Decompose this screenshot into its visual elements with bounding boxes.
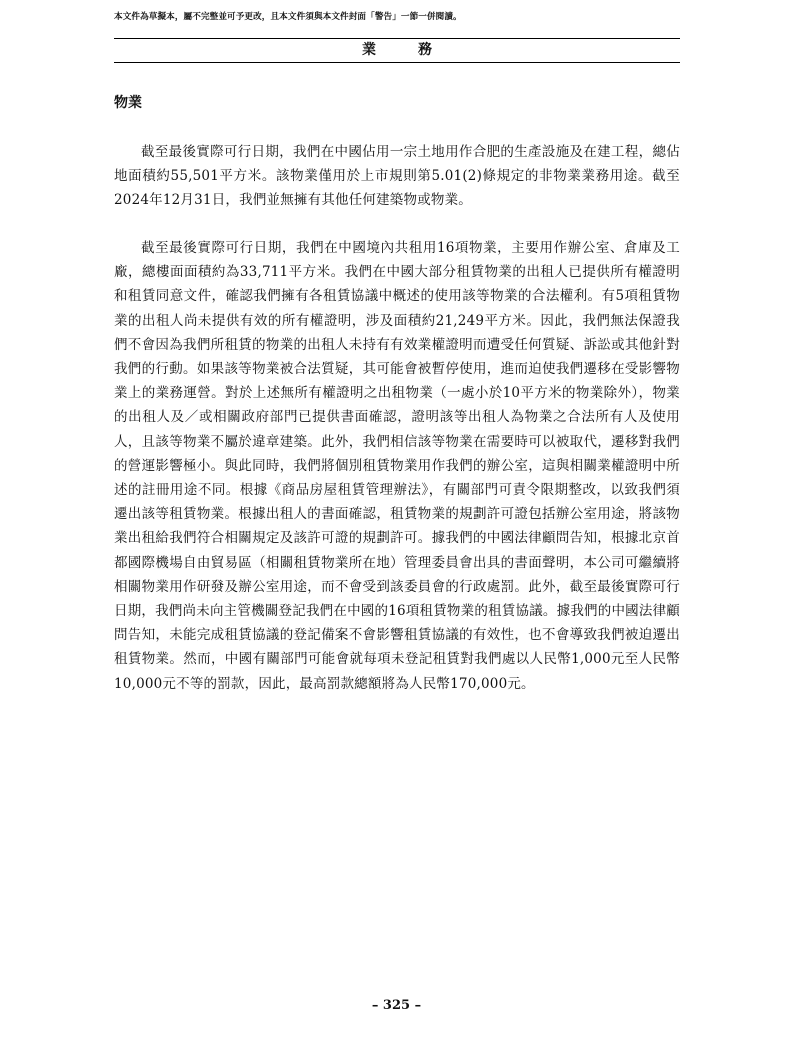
paragraph-leased-properties: 截至最後實際可行日期，我們在中國境內共租用16項物業，主要用作辦公室、倉庫及工廠，總樓面面積約為33,711平方米。我們在中國大部分租賃物業的出租人已提供所有權證明和租賃同意文件，確認我們擁有各租賃協議中概述的使用該等物業的合法權利。有5項租賃物業的出租人尚未提供有效的所有權證明，涉及面積約21,249平方米。因此，我們無法保證我們不會因為我們所租賃的物業的出租人未持有有效業權證明而遭受任何質疑、訴訟或其他針對我們的行動。如果該等物業被合法質疑，其可能會被暫停使用，進而迫使我們遷移在受影響物業上的業務運營。對於上述無所有權證明之出租物業（一處小於10平方米的物業除外），物業的出租人及／或相關政府部門已提供書面確認，證明該等出租人為物業之合法所有人及使用人，且該等物業不屬於違章建築。此外，我們相信該等物業在需要時可以被取代，遷移對我們的營運影響極小。與此同時，我們將個別租賃物業用作我們的辦公室，這與相關業權證明中所述的註冊用途不同。根據《商品房屋租賃管理辦法》，有關部門可責令限期整改，以致我們須遷出該等租賃物業。根據出租人的書面確認，租賃物業的規劃許可證包括辦公室用途，將該物業出租給我們符合相關規定及該許可證的規劃許可。據我們的中國法律顧問告知，根據北京首都國際機場自由貿易區（相關租賃物業所在地）管理委員會出具的書面聲明，本公司可繼續將相關物業用作研發及辦公室用途，而不會受到該委員會的行政處罰。此外，截至最後實際可行日期，我們尚未向主管機關登記我們在中國的16項租賃物業的租賃協議。據我們的中國法律顧問告知，未能完成租賃協議的登記備案不會影響租賃協議的有效性，也不會導致我們被迫遷出租賃物業。然而，中國有關部門可能會就每項未登記租賃對我們處以人民幣1,000元至人民幣10,000元不等的罰款，因此，最高罰款總額將為人民幣170,000元。	[114, 240, 680, 692]
page-number: – 325 –	[371, 998, 422, 1013]
draft-disclaimer: 本文件為草擬本，屬不完整並可予更改，且本文件須與本文件封面「警告」一節一併閱讀。	[114, 12, 462, 22]
property-heading: 物業	[114, 95, 142, 111]
section-title: 業 務	[362, 42, 446, 58]
paragraph-owned-property: 截至最後實際可行日期，我們在中國佔用一宗土地用作合肥的生產設施及在建工程，總佔地面積約55,501平方米。該物業僅用於上市規則第5.01(2)條規定的非物業業務用途。截至2024年12月31日，我們並無擁有其他任何建築物或物業。	[114, 144, 680, 209]
header-bottom-rule	[114, 62, 680, 63]
header-top-rule	[114, 38, 680, 39]
